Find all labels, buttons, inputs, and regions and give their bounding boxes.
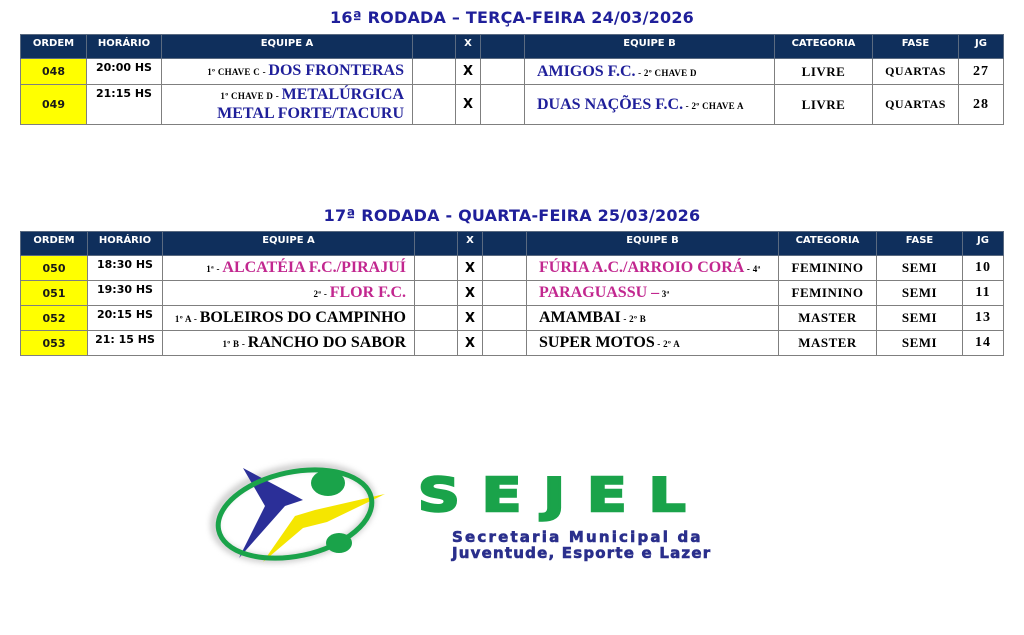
ordem-cell: 048 [21, 59, 87, 85]
spacer-cell [481, 85, 525, 125]
header-jg: JG [963, 232, 1004, 256]
header-categoria: CATEGORIA [779, 232, 877, 256]
equipe-b-cell [527, 256, 779, 281]
spacer-cell [415, 306, 458, 331]
sejel-wordmark: SEJEL [418, 467, 708, 522]
spacer-cell [483, 256, 527, 281]
versus-cell: X [456, 59, 481, 85]
header-horario: HORÁRIO [87, 35, 162, 59]
team-name: ALCATÉIA F.C./PIRAJUÍ [222, 258, 406, 276]
equipe-b-cell [525, 59, 775, 85]
header-spacer-b [483, 232, 527, 256]
ordem-cell: 052 [21, 306, 88, 331]
equipe-a-cell [163, 256, 415, 281]
seed-label: 1ª - [206, 263, 223, 274]
seed-label: - 4ª [744, 264, 761, 274]
jg-cell: 11 [963, 281, 1004, 306]
ordem-cell: 053 [21, 331, 88, 356]
equipe-b-cell [525, 85, 775, 125]
header-equipe-b: EQUIPE B [527, 232, 779, 256]
header-ordem: ORDEM [21, 35, 87, 59]
logo-subtitle-line1: Secretaria Municipal da [452, 528, 703, 546]
spacer-cell [481, 59, 525, 85]
header-spacer-a [415, 232, 458, 256]
ordem-cell: 050 [21, 256, 88, 281]
seed-label: - 2º A [654, 339, 681, 349]
versus-cell: X [456, 85, 481, 125]
team-name-line2: METAL FORTE/TACURU [217, 104, 404, 122]
table-row [21, 256, 1004, 281]
horario-cell: 20:00 HS [87, 59, 162, 85]
fase-cell: QUARTAS [873, 85, 959, 125]
seed-label: - 2º B [620, 314, 647, 324]
equipe-a-cell [163, 306, 415, 331]
header-row [21, 232, 1004, 256]
jg-cell: 27 [959, 59, 1004, 85]
team-name: AMIGOS F.C. [537, 62, 636, 80]
round-16-table [20, 34, 1004, 125]
ordem-cell: 051 [21, 281, 88, 306]
versus-cell: X [458, 256, 483, 281]
header-equipe-a: EQUIPE A [162, 35, 413, 59]
equipe-a-cell [163, 331, 415, 356]
fase-cell: QUARTAS [873, 59, 959, 85]
table-row [21, 85, 1004, 125]
categoria-cell: MASTER [779, 331, 877, 356]
header-categoria: CATEGORIA [775, 35, 873, 59]
equipe-a-cell [162, 59, 413, 85]
seed-label: 1º A - [174, 313, 200, 324]
round-16-title: 16ª RODADA – TERÇA-FEIRA 24/03/2026 [329, 8, 694, 27]
team-name: DOS FRONTERAS [268, 62, 404, 80]
versus-cell: X [458, 306, 483, 331]
team-name: FLOR F.C. [329, 283, 406, 301]
fase-cell: SEMI [877, 306, 963, 331]
spacer-cell [413, 59, 456, 85]
team-name: AMAMBAI [539, 309, 621, 326]
spacer-cell [415, 331, 458, 356]
spacer-cell [415, 256, 458, 281]
spacer-cell [483, 306, 527, 331]
table-row [21, 306, 1004, 331]
spacer-cell [483, 331, 527, 356]
header-equipe-a: EQUIPE A [163, 232, 415, 256]
seed-label: 1º CHAVE C - [207, 67, 269, 78]
equipe-b-cell [527, 281, 779, 306]
header-ordem: ORDEM [21, 232, 88, 256]
categoria-cell: FEMININO [779, 281, 877, 306]
seed-label: 2ª - [313, 288, 330, 299]
jg-cell: 14 [963, 331, 1004, 356]
header-x: X [458, 232, 483, 256]
header-x: X [456, 35, 481, 59]
team-name: PARAGUASSU – [539, 284, 660, 301]
jg-cell: 13 [963, 306, 1004, 331]
ordem-cell: 049 [21, 85, 87, 125]
header-horario: HORÁRIO [88, 232, 163, 256]
horario-cell: 19:30 HS [88, 281, 163, 306]
header-equipe-b: EQUIPE B [525, 35, 775, 59]
team-name: RANCHO DO SABOR [247, 333, 406, 351]
round-17-table [20, 231, 1004, 356]
horario-cell: 18:30 HS [88, 256, 163, 281]
team-name: FÚRIA A.C./ARROIO CORÁ [539, 259, 745, 276]
team-name: BOLEIROS DO CAMPINHO [199, 308, 406, 326]
equipe-b-cell [527, 331, 779, 356]
horario-cell: 21: 15 HS [88, 331, 163, 356]
sejel-emblem-icon [205, 458, 395, 568]
logo-subtitle-line2: Juventude, Esporte e Lazer [452, 544, 712, 562]
team-name: SUPER MOTOS [539, 334, 655, 351]
equipe-b-cell [527, 306, 779, 331]
categoria-cell: FEMININO [779, 256, 877, 281]
fase-cell: SEMI [877, 281, 963, 306]
table-row [21, 59, 1004, 85]
fase-cell: SEMI [877, 256, 963, 281]
equipe-a-cell [163, 281, 415, 306]
fase-cell: SEMI [877, 331, 963, 356]
horario-cell: 21:15 HS [87, 85, 162, 125]
header-fase: FASE [873, 35, 959, 59]
team-name: METALÚRGICA [281, 86, 404, 104]
spacer-cell [483, 281, 527, 306]
header-fase: FASE [877, 232, 963, 256]
seed-label: 3ª [659, 289, 670, 299]
table-row [21, 281, 1004, 306]
equipe-a-cell [162, 85, 413, 125]
jg-cell: 28 [959, 85, 1004, 125]
spacer-cell [415, 281, 458, 306]
team-name: DUAS NAÇÕES F.C. [537, 95, 684, 113]
seed-label: 1º CHAVE D - [220, 91, 282, 102]
header-row [21, 35, 1004, 59]
horario-cell: 20:15 HS [88, 306, 163, 331]
table-row [21, 331, 1004, 356]
versus-cell: X [458, 331, 483, 356]
header-jg: JG [959, 35, 1004, 59]
jg-cell: 10 [963, 256, 1004, 281]
seed-label: - 2º CHAVE A [683, 100, 744, 111]
round-17-title: 17ª RODADA - QUARTA-FEIRA 25/03/2026 [323, 206, 701, 225]
categoria-cell: MASTER [779, 306, 877, 331]
header-spacer-a [413, 35, 456, 59]
header-spacer-b [481, 35, 525, 59]
seed-label: 1º B - [222, 338, 248, 349]
categoria-cell: LIVRE [775, 59, 873, 85]
seed-label: - 2º CHAVE D [635, 67, 697, 78]
categoria-cell: LIVRE [775, 85, 873, 125]
spacer-cell [413, 85, 456, 125]
versus-cell: X [458, 281, 483, 306]
